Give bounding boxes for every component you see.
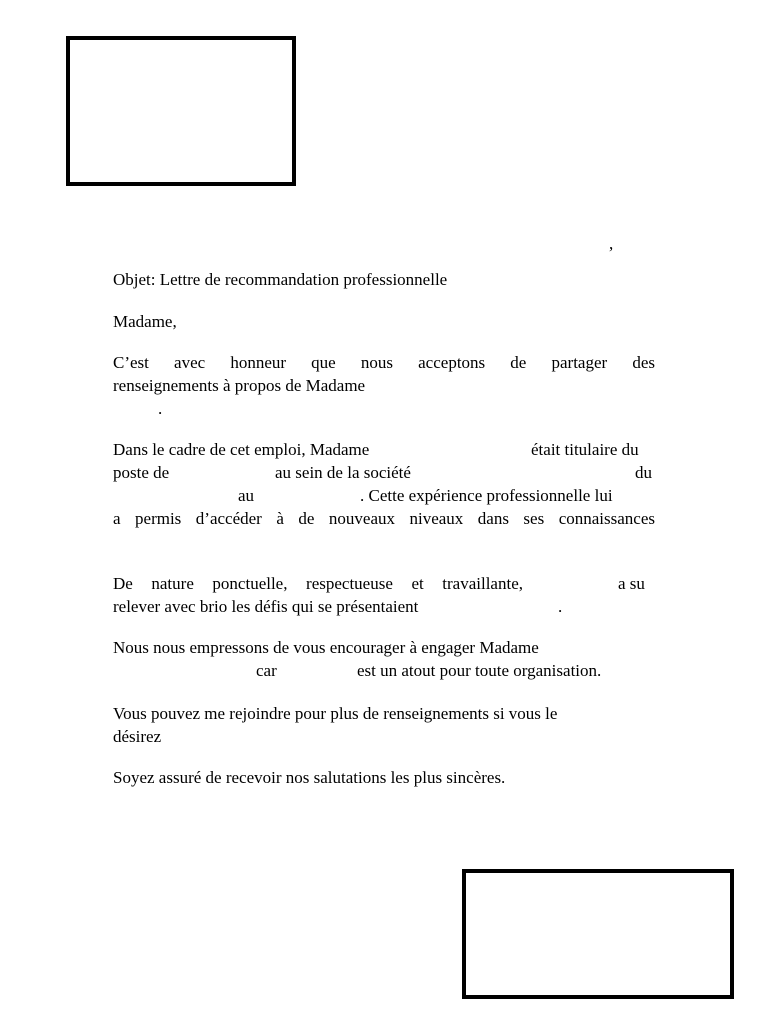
paragraph-5 (113, 702, 655, 748)
paragraph-3 (113, 572, 655, 618)
paragraph-1-line-1: C’est avec honneur que nous acceptons de partager des (113, 353, 655, 372)
paragraph-4 (113, 636, 655, 682)
letter-subject: Objet: Lettre de recommandation professionnelle (113, 270, 448, 289)
paragraph-2-line-3 (113, 484, 655, 507)
paragraph-4-line-2 (113, 659, 655, 682)
letter-salutation: Madame, (113, 312, 177, 331)
paragraph-2-line-4: a permis d’accéder à de nouveaux niveaux dans ses connaissances (113, 509, 655, 528)
paragraph-3-text: relever avec brio les défis qui se présentaient (113, 597, 419, 616)
paragraph-3-line-2 (113, 595, 655, 618)
paragraph-3-text: De nature ponctuelle, respectueuse et travaillante, (113, 574, 523, 593)
paragraph-1-line-2: renseignements à propos de Madame (113, 376, 366, 395)
letter-closing: Soyez assuré de recevoir nos salutations les plus sincères. (113, 768, 506, 787)
paragraph-1 (113, 351, 655, 420)
paragraph-2-text: du (635, 463, 652, 482)
paragraph-2-text: . Cette expérience professionnelle lui (360, 486, 613, 505)
signature-placeholder-box (462, 869, 734, 999)
paragraph-4-text: car (256, 661, 277, 680)
paragraph-2-text: au sein de la société (275, 463, 411, 482)
paragraph-3-line-1 (113, 572, 655, 595)
paragraph-5-line-2: désirez (113, 727, 162, 746)
paragraph-4-line-1: Nous nous empressons de vous encourager à engager Madame (113, 638, 539, 657)
paragraph-1-line-3 (113, 397, 655, 420)
date-line: , (609, 234, 614, 253)
paragraph-3-text: . (558, 597, 563, 616)
paragraph-1-period: . (158, 399, 163, 418)
paragraph-2-line-1 (113, 438, 655, 461)
paragraph-2 (113, 438, 655, 530)
paragraph-5-line-1: Vous pouvez me rejoindre pour plus de renseignements si vous le (113, 704, 558, 723)
paragraph-2-text: au (238, 486, 255, 505)
paragraph-2-text: était titulaire du (531, 440, 639, 459)
paragraph-2-text: Dans le cadre de cet emploi, Madame (113, 440, 370, 459)
sender-placeholder-box (66, 36, 296, 186)
paragraph-3-text: a su (618, 574, 645, 593)
paragraph-2-text: poste de (113, 463, 170, 482)
paragraph-2-line-2 (113, 461, 655, 484)
paragraph-4-text: est un atout pour toute organisation. (357, 661, 602, 680)
